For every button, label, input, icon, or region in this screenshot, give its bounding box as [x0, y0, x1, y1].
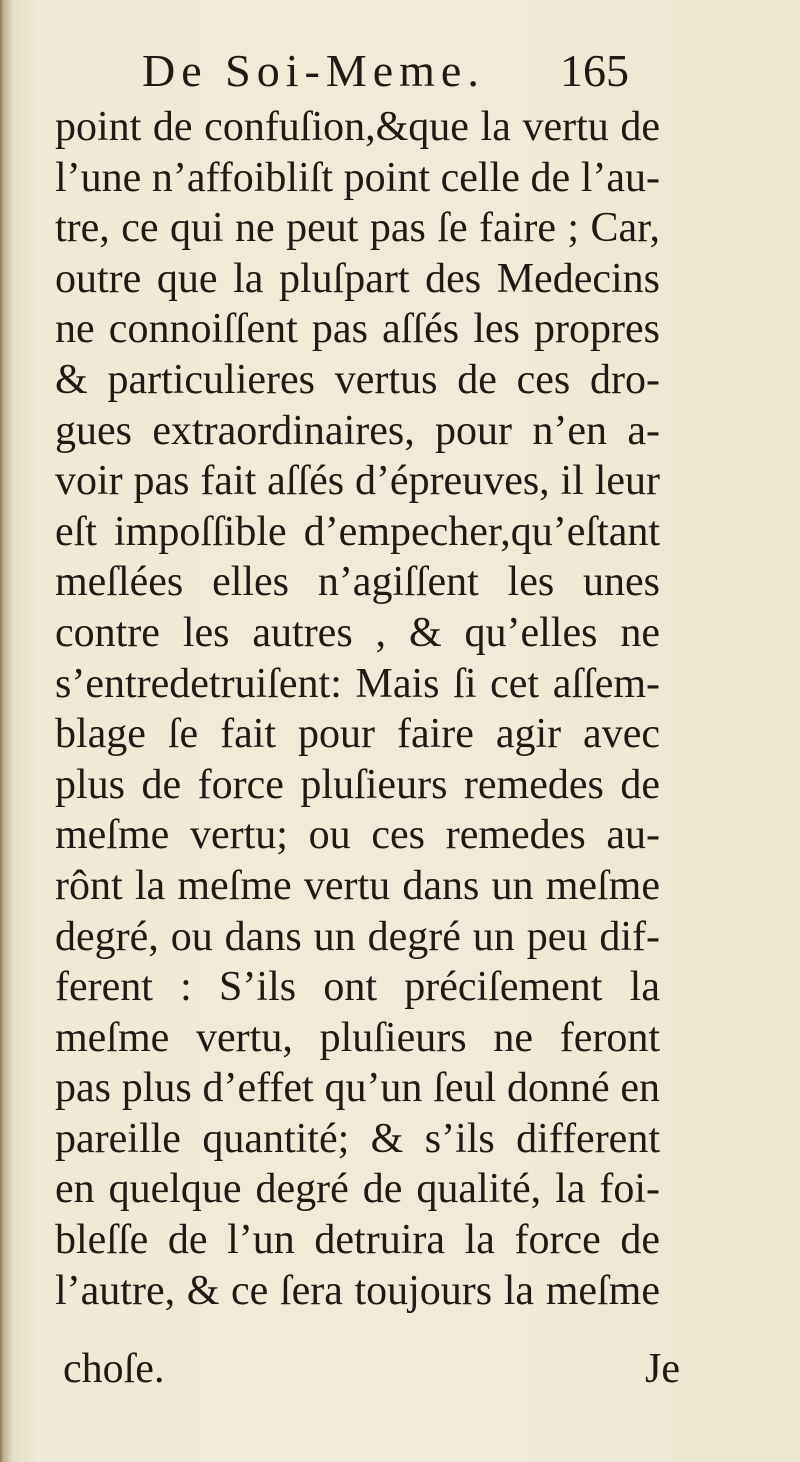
closing-word: choſe.	[63, 1346, 165, 1392]
text-line: pareille quantité; & s’ils different	[55, 1115, 660, 1162]
text-line: l’une n’affoibliſt point celle de l’au-	[55, 154, 660, 201]
text-line: outre que la pluſpart des Medecins	[55, 255, 660, 302]
text-line: s’entredetruiſent: Mais ſi cet aſſem-	[55, 660, 660, 707]
text-line: meſme vertu, pluſieurs ne feront	[55, 1014, 660, 1061]
text-line: ferent : S’ils ont préciſement la	[55, 964, 660, 1011]
page-footer	[55, 1344, 680, 1394]
text-line: meſlées elles n’agiſſent les unes	[55, 559, 660, 606]
text-line: blage ſe fait pour faire agir avec	[55, 711, 660, 758]
page-number: 165	[560, 45, 629, 96]
text-line: en quelque degré de qualité, la foi-	[55, 1166, 660, 1213]
text-line: eſt impoſſible d’empecher,qu’eſtant	[55, 508, 660, 555]
catchword: Je	[645, 1346, 680, 1392]
running-head-title: De Soi-Meme.	[142, 45, 485, 96]
text-line: l’autre, & ce ſera toujours la meſme	[55, 1267, 660, 1314]
text-line: & particulieres vertus de ces dro-	[55, 356, 660, 403]
text-line: plus de force pluſieurs remedes de	[55, 761, 660, 808]
running-head	[50, 40, 670, 100]
text-line: degré, ou dans un degré un peu dif-	[55, 913, 660, 960]
text-line: meſme vertu; ou ces remedes au-	[55, 812, 660, 859]
text-line: bleſſe de l’un detruira la force de	[55, 1217, 660, 1264]
page-gutter	[0, 0, 12, 1462]
text-line: rônt la meſme vertu dans un meſme	[55, 862, 660, 909]
text-line: pas plus d’effet qu’un ſeul donné en	[55, 1065, 660, 1112]
text-line: gues extraordinaires, pour n’en a-	[55, 407, 660, 454]
text-line: point de confuſion,&que la vertu de	[55, 104, 660, 150]
text-line: voir pas fait aſſés d’épreuves, il leur	[55, 458, 660, 505]
text-line: ne connoiſſent pas aſſés les propres	[55, 306, 660, 353]
text-body	[55, 102, 660, 1316]
text-line: tre, ce qui ne peut pas ſe faire ; Car,	[55, 205, 660, 252]
text-line: contre les autres , & qu’elles ne	[55, 609, 660, 656]
